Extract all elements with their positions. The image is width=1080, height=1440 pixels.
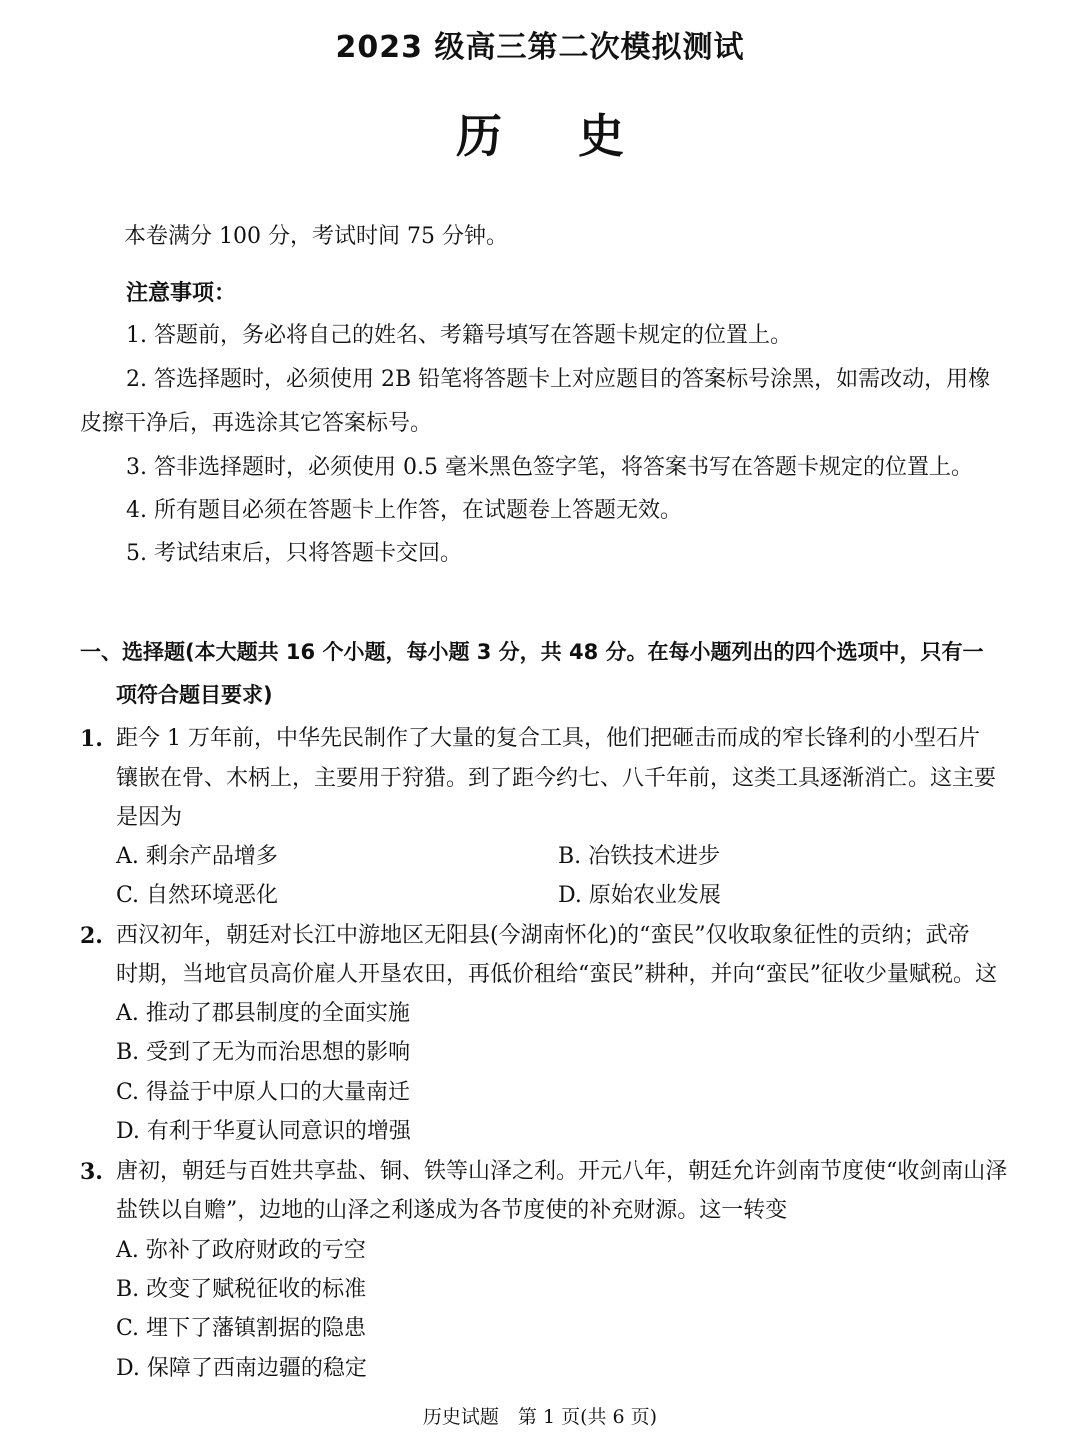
question-2-option-b: B. 受到了无为而治思想的影响: [116, 1040, 411, 1065]
exam-intro: 本卷满分 100 分，考试时间 75 分钟。: [124, 224, 508, 249]
question-1-line-1: 距今 1 万年前，中华先民制作了大量的复合工具，他们把砸击而成的窄长锋利的小型石片: [116, 726, 980, 751]
question-1-number: 1.: [80, 726, 103, 752]
subject-title: [0, 100, 1080, 166]
question-1-line-3: 是因为: [116, 805, 183, 830]
question-3-line-1: 唐初，朝廷与百姓共享盐、铜、铁等山泽之利。开元八年，朝廷允许剑南节度使“收剑南山泽: [116, 1159, 1008, 1184]
notice-item-2-line-1: 2. 答选择题时，必须使用 2B 铅笔将答题卡上对应题目的答案标号涂黑，如需改动，用橡: [126, 367, 991, 392]
section-heading-line-1: 一、选择题(本大题共 16 个小题，每小题 3 分，共 48 分。在每小题列出的四个选项中，只有一: [80, 640, 984, 664]
question-2-option-a: A. 推动了郡县制度的全面实施: [116, 1001, 410, 1026]
question-3-option-b: B. 改变了赋税征收的标准: [116, 1277, 367, 1302]
question-1-option-d: D. 原始农业发展: [558, 883, 721, 908]
subject-char-2: 史: [578, 109, 624, 163]
exam-title: 2023 级高三第二次模拟测试: [335, 30, 745, 65]
notice-item-2-line-2: 皮擦干净后，再选涂其它答案标号。: [80, 411, 433, 436]
page-footer: 历史试题 第 1 页(共 6 页): [422, 1406, 658, 1428]
question-3-number: 3.: [80, 1159, 103, 1185]
question-1-option-a: A. 剩余产品增多: [116, 844, 278, 869]
question-3-option-d: D. 保障了西南边疆的稳定: [116, 1356, 367, 1381]
question-3-option-c: C. 埋下了藩镇割据的隐患: [116, 1316, 367, 1341]
notice-item-1: 1. 答题前，务必将自己的姓名、考籍号填写在答题卡规定的位置上。: [126, 323, 792, 348]
question-2-number: 2.: [80, 923, 103, 949]
question-2-line-2: 时期，当地官员高价雇人开垦农田，再低价租给“蛮民”耕种，并向“蛮民”征收少量赋税。这: [116, 962, 997, 987]
question-3-line-2: 盐铁以自赡”，边地的山泽之利遂成为各节度使的补充财源。这一转变: [116, 1198, 788, 1223]
question-1-option-b: B. 冶铁技术进步: [558, 844, 721, 869]
notice-item-4: 4. 所有题目必须在答题卡上作答，在试题卷上答题无效。: [126, 498, 682, 523]
notice-heading: 注意事项：: [126, 281, 237, 306]
notice-item-5: 5. 考试结束后，只将答题卡交回。: [126, 541, 462, 566]
question-1-option-c: C. 自然环境恶化: [116, 883, 279, 908]
subject-char-1: 历: [455, 109, 502, 163]
notice-item-3: 3. 答非选择题时，必须使用 0.5 毫米黑色签字笔，将答案书写在答题卡规定的位置上。: [126, 455, 973, 480]
question-3-option-a: A. 弥补了政府财政的亏空: [116, 1238, 366, 1263]
question-2-line-1: 西汉初年，朝廷对长江中游地区无阳县(今湖南怀化)的“蛮民”仅收取象征性的贡纳；武帝: [116, 923, 970, 948]
question-2-option-d: D. 有利于华夏认同意识的增强: [116, 1119, 411, 1144]
question-2-option-c: C. 得益于中原人口的大量南迁: [116, 1080, 411, 1105]
section-heading-line-2: 项符合题目要求): [116, 683, 273, 707]
question-1-line-2: 镶嵌在骨、木柄上，主要用于狩猎。到了距今约七、八千年前，这类工具逐渐消亡。这主要: [116, 766, 997, 791]
